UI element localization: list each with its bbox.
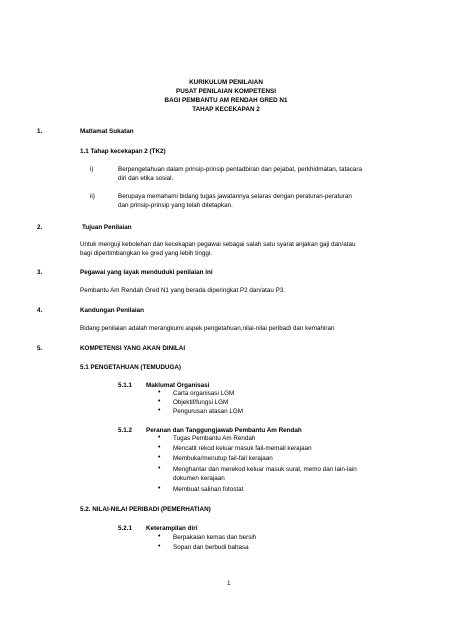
section-1-item-marker: ii) bbox=[90, 193, 95, 200]
section-1-item-text: Berpengetahuan dalam prinsip-prinsip pentadbiran dan pejabat, perkhidmatan, tatacara bbox=[118, 166, 362, 173]
section-2-heading: Tujuan Penilaian bbox=[82, 224, 132, 231]
section-1-item-text-cont: dan prinsip-prinsip yang telah ditetapkan. bbox=[118, 202, 233, 209]
section-4-number: 4. bbox=[37, 307, 43, 314]
bullet-dot-icon: • bbox=[158, 543, 161, 550]
section-2-text-line2: bagi dipertimbangkan ke gred yang lebih tinggi. bbox=[80, 250, 212, 257]
section-5-2-heading: 5.2. NILAI-NILAI PERIBADI (PEMERHATIAN) bbox=[80, 506, 211, 513]
section-5-1-2-number: 5.1.2 bbox=[118, 427, 133, 434]
list-item: Pengurusan atasan LGM bbox=[173, 408, 244, 415]
list-item: Objektif/fungsi LGM bbox=[173, 399, 229, 406]
section-2-text-line1: Untuk menguji kebolehan dan kecekapan pegawai sebagai salah satu syarat anjakan gaji dan/atau bbox=[80, 241, 356, 248]
section-5-heading: KOMPETENSI YANG AKAN DINILAI bbox=[80, 345, 186, 352]
bullet-dot-icon: • bbox=[158, 444, 161, 451]
bullet-dot-icon: • bbox=[158, 454, 161, 461]
bullet-dot-icon: • bbox=[158, 389, 161, 396]
section-5-1-1-number: 5.1.1 bbox=[118, 382, 133, 389]
doc-title-line1: KURIKULUM PENILAIAN bbox=[189, 79, 263, 86]
section-4-text: Bidang penilaian adalah merangkumi aspek pengetahuan,nilai-nilai peribadi dan kemahiran bbox=[80, 325, 335, 332]
list-item: Mencatit rekod keluar masuk fail-memail kerajaan bbox=[173, 445, 312, 452]
list-item: Berpakaian kemas dan bersih bbox=[173, 534, 257, 541]
list-item: Tugas Pembantu Am Rendah bbox=[173, 435, 256, 442]
section-5-1-2-title: Peranan dan Tanggungjawab Pembantu Am Rendah bbox=[146, 427, 302, 434]
list-item: Membuka/menutup fail-fail kerajaan bbox=[173, 455, 273, 462]
doc-title-line2: PUSAT PENILAIAN KOMPETENSI bbox=[176, 88, 276, 95]
list-item: Membuat salinan fotostat bbox=[173, 486, 244, 493]
section-1-item-marker: i) bbox=[90, 166, 94, 173]
section-1-item-text-cont: diri dan etika sosial. bbox=[118, 175, 174, 182]
section-1-item-text: Berupaya memahami bidang tugas jawatannya selaras dengan peraturan-peraturan bbox=[118, 193, 352, 200]
bullet-dot-icon: • bbox=[158, 398, 161, 405]
section-3-number: 3. bbox=[37, 269, 43, 276]
list-item-cont: dokumen kerajaan bbox=[173, 475, 225, 482]
section-3-text: Pembantu Am Rendah Gred N1 yang berada diperingkat P2 dan/atau P3. bbox=[80, 287, 286, 294]
section-5-number: 5. bbox=[37, 345, 43, 352]
section-1-1-heading: 1.1 Tahap kecekapan 2 (TK2) bbox=[80, 148, 166, 155]
list-item: Carta organisasi LGM bbox=[173, 390, 235, 397]
section-5-1-heading: 5.1 PENGETAHUAN (TEMUDUGA) bbox=[80, 364, 181, 371]
bullet-dot-icon: • bbox=[158, 485, 161, 492]
section-2-number: 2. bbox=[37, 224, 43, 231]
bullet-dot-icon: • bbox=[158, 533, 161, 540]
section-1-number: 1. bbox=[37, 128, 43, 135]
page-number: 1 bbox=[227, 580, 231, 587]
bullet-dot-icon: • bbox=[158, 407, 161, 414]
section-5-1-1-title: Maklumat Organisasi bbox=[146, 382, 210, 389]
section-1-heading: Matlamat Sukatan bbox=[80, 128, 134, 135]
section-5-2-1-number: 5.2.1 bbox=[118, 525, 133, 532]
section-3-heading: Pegawai yang layak menduduki penilaian ini bbox=[80, 269, 213, 276]
list-item: Menghantar dan merekod keluar masuk surat, memo dan lain-lain bbox=[173, 466, 357, 473]
doc-title-line4: TAHAP KECEKAPAN 2 bbox=[192, 106, 260, 113]
bullet-dot-icon: • bbox=[158, 434, 161, 441]
section-5-2-1-title: Keterampilan diri bbox=[146, 525, 198, 532]
section-4-heading: Kandungan Penilaian bbox=[80, 307, 145, 314]
list-item: Sopan dan berbudi bahasa bbox=[173, 544, 249, 551]
doc-title-line3: BAGI PEMBANTU AM RENDAH GRED N1 bbox=[164, 97, 288, 104]
bullet-dot-icon: • bbox=[158, 465, 161, 472]
